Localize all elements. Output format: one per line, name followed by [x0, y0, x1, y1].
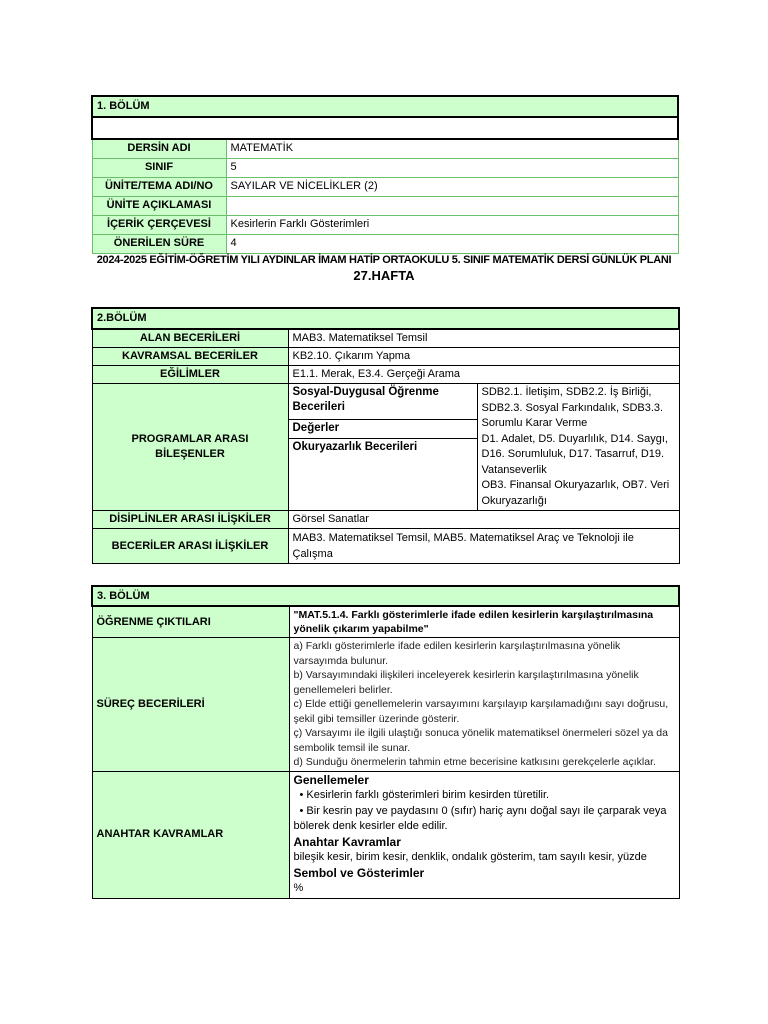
- unite-value: SAYILAR VE NİCELİKLER (2): [226, 177, 678, 196]
- ogrenme-ciktilari-value: "MAT.5.1.4. Farklı gösterimlerle ifade edilen kesirlerin karşılaştırılmasına yönelik çıkarım yapabilme": [289, 606, 679, 638]
- section2-header: 2.BÖLÜM: [92, 308, 679, 329]
- alan-becerileri-value: MAB3. Matematiksel Temsil: [288, 329, 679, 348]
- section2-table: [91, 307, 680, 564]
- unite-aciklamasi-value: [226, 196, 678, 215]
- degerler-label: Değerler: [288, 419, 477, 438]
- sosyal-duygusal-label: Sosyal-Duygusal Öğrenme Becerileri: [288, 384, 477, 420]
- icerik-cercevesi-value: Kesirlerin Farklı Gösterimleri: [226, 215, 678, 234]
- onerilen-sure-value: 4: [226, 234, 678, 253]
- anahtar-kavramlar-heading: Anahtar Kavramlar: [293, 834, 401, 849]
- sembol-value: %: [293, 882, 304, 894]
- section1-header: 1. BÖLÜM: [92, 96, 678, 117]
- unite-label: ÜNİTE/TEMA ADI/NO: [92, 177, 226, 196]
- surec-item: d) Sunduğu önermelerin tahmin etme becerisine katkısını gerekçelerle açıklar.: [293, 756, 656, 768]
- disiplinler-arasi-value: Görsel Sanatlar: [288, 511, 679, 529]
- surec-becerileri-label: SÜREÇ BECERİLERİ: [92, 638, 289, 772]
- kavramsal-beceriler-label: KAVRAMSAL BECERİLER: [92, 348, 288, 366]
- anahtar-kavramlar-content: [289, 771, 679, 898]
- ders-adi-label: DERSİN ADI: [92, 139, 226, 158]
- surec-item: ç) Varsayımı ile ilgili ulaştığı sonuca yönelik matematiksel önermeleri sözel ya da sembolik temsil ile sunar.: [293, 727, 668, 754]
- okuryazarlik-label: Okuryazarlık Becerileri: [288, 438, 477, 510]
- onerilen-sure-label: ÖNERİLEN SÜRE: [92, 234, 226, 253]
- icerik-cercevesi-label: İÇERİK ÇERÇEVESİ: [92, 215, 226, 234]
- surec-item: b) Varsayımındaki ilişkileri inceleyerek kesirlerin karşılaştırılmasına yönelik genellemeleri belirler.: [293, 669, 639, 696]
- kavramsal-beceriler-value: KB2.10. Çıkarım Yapma: [288, 348, 679, 366]
- surec-becerileri-list: [289, 638, 679, 772]
- plan-title: 2024-2025 EĞİTİM-ÖĞRETİM YILI AYDINLAR İMAM HATİP ORTAOKULU 5. SINIF MATEMATİK DERSİ GÜNLÜK PLANI: [96, 254, 672, 266]
- section1-blank-row: [92, 117, 678, 139]
- anahtar-kavramlar-label: ANAHTAR KAVRAMLAR: [92, 771, 289, 898]
- section1-table: [91, 95, 679, 254]
- surec-item: a) Farklı gösterimlerle ifade edilen kesirlerin karşılaştırılmasına yönelik varsayımda bulunur.: [293, 640, 621, 667]
- genelleme-item: • Kesirlerin farklı gösterimleri birim kesirden türetilir.: [299, 789, 550, 801]
- week-title: 27.HAFTA: [353, 268, 415, 283]
- sembol-heading: Sembol ve Gösterimler: [293, 865, 425, 880]
- section3-table: [91, 585, 680, 899]
- genellemeler-heading: Genellemeler: [293, 772, 369, 787]
- ogrenme-ciktilari-label: ÖĞRENME ÇIKTILARI: [92, 606, 289, 638]
- egilimler-label: EĞİLİMLER: [92, 366, 288, 384]
- programlar-arasi-value: SDB2.1. İletişim, SDB2.2. İş Birliği, SDB2.3. Sosyal Farkındalık, SDB3.3. Sorumlu Karar Verme D1. Adalet, D5. Duyarlılık, D14. Saygı, D16. Sorumluluk, D17. Tasarruf, D19. Vatanseverlik OB3. Finansal Okuryazarlık, OB7. Veri Okuryazarlığı: [477, 384, 679, 511]
- beceriler-arasi-value: MAB3. Matematiksel Temsil, MAB5. Matematiksel Araç ve Teknoloji ile Çalışma: [288, 529, 679, 564]
- disiplinler-arasi-label: DİSİPLİNLER ARASI İLİŞKİLER: [92, 511, 288, 529]
- surec-item: c) Elde ettiği genellemelerin varsayımını karşılayıp karşılamadığını sayı doğrusu, şekil gibi temsiller üzerinde gösterir.: [293, 698, 669, 725]
- anahtar-kavramlar-value: bileşik kesir, birim kesir, denklik, ondalık gösterim, tam sayılı kesir, yüzde: [293, 851, 647, 863]
- beceriler-arasi-label: BECERİLER ARASI İLİŞKİLER: [92, 529, 288, 564]
- unite-aciklamasi-label: ÜNİTE AÇIKLAMASI: [92, 196, 226, 215]
- section3-header: 3. BÖLÜM: [92, 586, 679, 606]
- egilimler-value: E1.1. Merak, E3.4. Gerçeği Arama: [288, 366, 679, 384]
- programlar-arasi-label: PROGRAMLAR ARASI BİLEŞENLER: [92, 384, 288, 511]
- ders-adi-value: MATEMATİK: [226, 139, 678, 158]
- sinif-value: 5: [226, 158, 678, 177]
- sinif-label: SINIF: [92, 158, 226, 177]
- genelleme-item: • Bir kesrin pay ve paydasını 0 (sıfır) hariç aynı doğal sayı ile çarparak veya bölerek denk kesirler elde edilir.: [293, 804, 667, 832]
- alan-becerileri-label: ALAN BECERİLERİ: [92, 329, 288, 348]
